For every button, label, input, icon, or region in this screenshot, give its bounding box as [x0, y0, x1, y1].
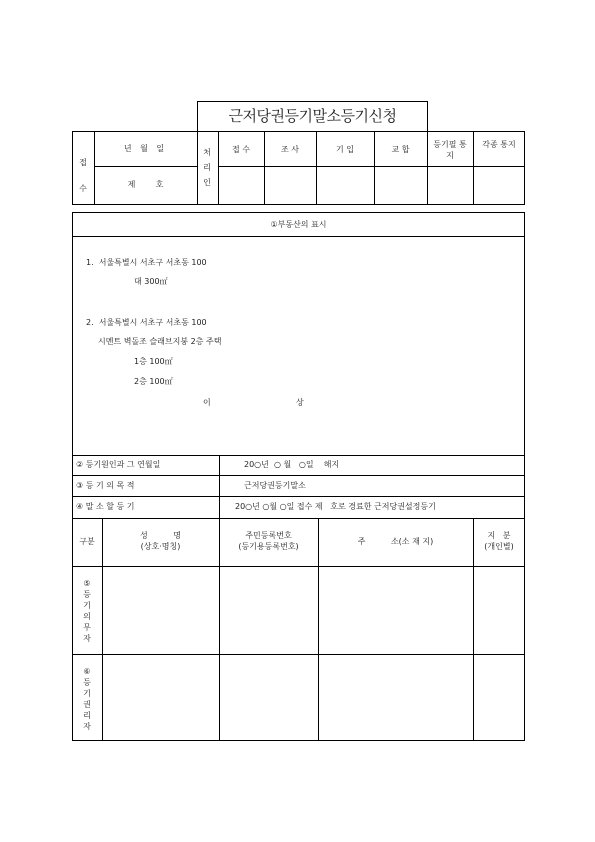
purpose-label: ③ 등 기 의 목 적	[76, 481, 135, 490]
main-form	[72, 212, 525, 741]
property-header: ①부동산의 표시	[270, 220, 327, 229]
party-header-category: 구분	[79, 537, 95, 546]
cancel-registration-value: 20○년 ○월 ○일 접수 제 호로 경료한 근저당권설정등기	[235, 502, 436, 511]
col-collation: 교 합	[391, 145, 410, 154]
col-entry: 기 입	[336, 145, 354, 154]
receipt-label: 접 수	[79, 158, 87, 193]
page-title: 근저당권등기말소등기신청	[228, 107, 397, 125]
handler-label: 처 리 인	[203, 148, 211, 187]
property-line-1: 1. 서울특별시 서초구 서초동 100	[86, 258, 207, 267]
col-survey: 조 사	[281, 145, 299, 154]
receipt-number-label: 제 호	[127, 180, 164, 189]
col-completion-notice: 등기필 통 지	[433, 140, 467, 160]
col-receipt: 접 수	[232, 145, 250, 154]
receipt-date-label: 년 월 일	[123, 144, 168, 153]
property-line-4: 시멘트 벽돌조 슬래브지붕 2층 주택	[98, 337, 222, 346]
party-header-reg-no-sub: (등기용등록번호)	[238, 542, 299, 551]
property-line-5: 1층 100㎡	[134, 357, 173, 366]
party-header-share: 지 분	[487, 531, 511, 540]
purpose-value: 근저당권등기말소	[244, 481, 306, 490]
property-end-left: 이	[203, 398, 211, 407]
party-header-address: 주 소(소 재 지)	[357, 537, 434, 546]
party-header-reg-no: 주민등록번호	[245, 531, 292, 540]
registration-obligor-label: ⑤ 등 기 의 무 자	[83, 579, 91, 643]
party-header-name: 성 명	[140, 531, 181, 540]
cause-date-value: 20○년 ○ 월 ○일 해지	[244, 460, 340, 469]
cause-date-label: ② 등기원인과 그 연월일	[76, 460, 161, 469]
party-header-name-sub: (상호·명칭)	[140, 542, 181, 551]
cancel-registration-label: ④ 말 소 할 등 기	[76, 502, 135, 511]
property-line-3: 2. 서울특별시 서초구 서초동 100	[86, 318, 207, 327]
property-end-right: 상	[296, 398, 304, 407]
col-various-notice: 각종 통지	[482, 140, 516, 149]
property-line-2: 대 300㎡	[134, 277, 168, 286]
party-header-share-sub: (개인별)	[484, 542, 514, 551]
property-line-6: 2층 100㎡	[134, 377, 173, 386]
registration-obligee-label: ⑥ 등 기 권 리 자	[83, 667, 91, 731]
